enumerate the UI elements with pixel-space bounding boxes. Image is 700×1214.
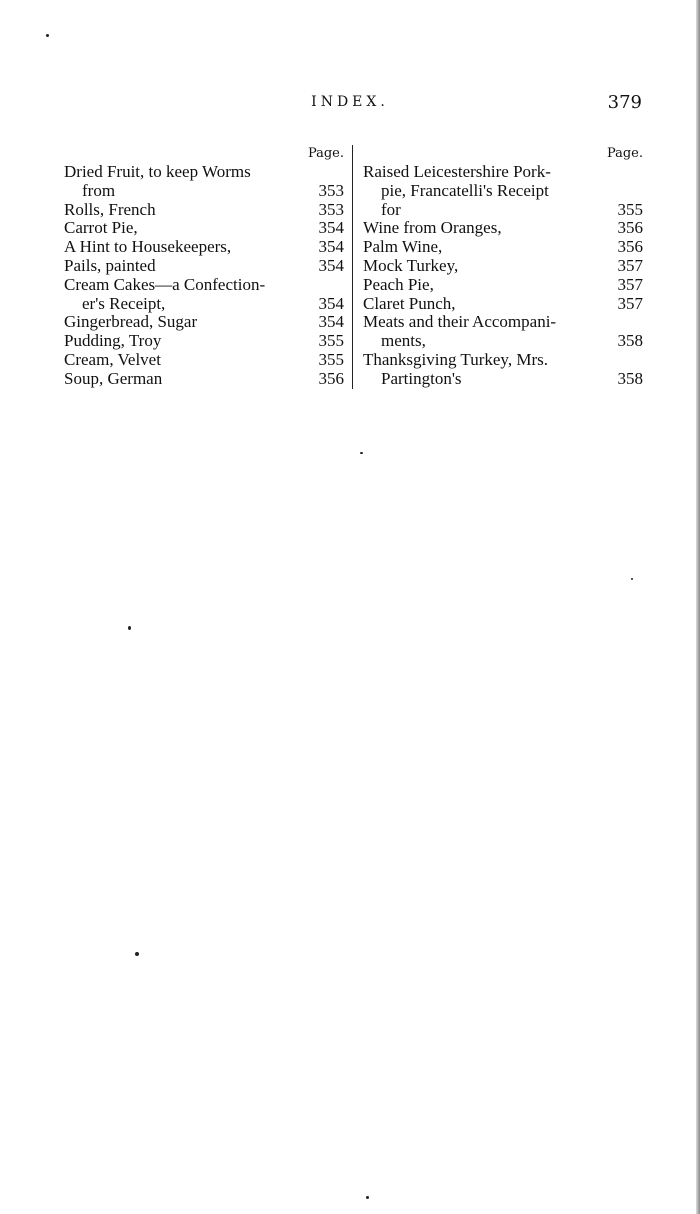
entry-page-number: 355 [318,331,344,351]
entry-page-number: 355 [617,199,643,219]
entry-page-number: 358 [617,368,643,388]
index-entry [363,257,643,276]
index-entry [363,163,643,219]
scan-speck [360,452,363,454]
entry-text: Meats and their Accompani- [363,312,557,332]
index-column-left [64,145,353,389]
index-entry [363,295,643,314]
entry-page-number [637,163,643,182]
index-entries [64,163,344,389]
entry-text: Raised Leicestershire Pork- [363,162,551,181]
entry-text: Wine from Oranges, [363,218,502,238]
entry-text: Carrot Pie, [64,218,138,238]
index-entry [64,257,344,276]
index-entry-line [64,201,344,220]
index-entry-line [363,276,643,295]
entry-page-number [637,351,643,370]
entry-page-number: 356 [617,237,643,257]
scan-speck [128,626,131,630]
entry-text: pie, Francatelli's Receipt [381,180,549,200]
entry-page-number [637,313,643,332]
index-entry-line [64,182,344,201]
entry-page-number: 353 [318,199,344,219]
index-entry-line [64,219,344,238]
index-entries [363,163,643,389]
entry-text: Thanksgiving Turkey, Mrs. [363,349,548,369]
index-entry [64,332,344,351]
entry-page-number: 354 [318,293,344,313]
entry-text: er's Receipt, [82,293,166,313]
entry-page-number [338,276,344,295]
entry-text: Cream Cakes—a Confection- [64,274,266,294]
entry-text: Peach Pie, [363,274,434,294]
page-edge [696,0,700,1214]
entry-text: from [82,180,116,200]
entry-text: Dried Fruit, to keep Worms [64,162,251,181]
entry-text: Palm Wine, [363,237,443,257]
entry-page-number: 356 [318,368,344,388]
entry-page-number: 354 [318,218,344,238]
index-entry-line [363,163,643,182]
index-entry [64,201,344,220]
index-entry [64,219,344,238]
index-entry [363,238,643,257]
index-entry [363,219,643,238]
entry-text: Partington's [381,368,462,388]
scan-speck [135,952,139,956]
index-entry-line [363,201,643,220]
entry-page-number [637,182,643,201]
index-entry [64,163,344,201]
entry-page-number [338,163,344,182]
index-entry-line [363,295,643,314]
index-entry-line [363,313,643,332]
entry-page-number: 358 [617,331,643,351]
index-entry-line [64,370,344,389]
entry-text: Soup, German [64,368,163,388]
index-entry-line [64,332,344,351]
page-column-label: Page. [307,146,344,161]
page-column-label: Page. [606,146,643,161]
entry-page-number: 354 [318,237,344,257]
page-number: 379 [607,92,642,113]
scan-speck [46,34,49,37]
index-entry-line [363,182,643,201]
index-entry [64,313,344,332]
index-entry [64,238,344,257]
running-header-title: INDEX. [311,94,389,110]
entry-text: A Hint to Housekeepers, [64,237,232,257]
entry-page-number: 356 [617,218,643,238]
index-entry [363,276,643,295]
entry-page-number: 353 [318,180,344,200]
index-entry-line [363,351,643,370]
index-entry [363,313,643,351]
index-entry [64,370,344,389]
index-entry-line [64,351,344,370]
index-entry-line [363,219,643,238]
entry-page-number: 357 [617,255,643,275]
index-entry-line [64,238,344,257]
index-entry-line [64,313,344,332]
index-entry [64,351,344,370]
entry-page-number: 354 [318,312,344,332]
entry-text: for [381,199,401,219]
index-entry-line [363,238,643,257]
index-entry-line [64,295,344,314]
index-entry-line [363,332,643,351]
index-entry-line [363,257,643,276]
entry-text: Gingerbread, Sugar [64,312,198,332]
entry-text: Pudding, Troy [64,331,162,351]
index-entry [363,351,643,389]
index-entry-line [64,257,344,276]
entry-text: Cream, Velvet [64,349,161,369]
entry-page-number: 357 [617,274,643,294]
index-entry-line [64,276,344,295]
index-entry-line [64,163,344,182]
scan-speck [366,1196,369,1199]
index-entry [64,276,344,314]
entry-text: Pails, painted [64,255,156,275]
entry-text: Rolls, French [64,199,156,219]
entry-page-number: 357 [617,293,643,313]
entry-page-number: 354 [318,255,344,275]
entry-text: ments, [381,331,426,351]
entry-page-number: 355 [318,349,344,369]
index-column-right [353,145,643,389]
entry-text: Mock Turkey, [363,255,459,275]
index-entry-line [363,370,643,389]
scan-speck [631,578,633,580]
index-table [64,145,644,389]
entry-text: Claret Punch, [363,293,456,313]
